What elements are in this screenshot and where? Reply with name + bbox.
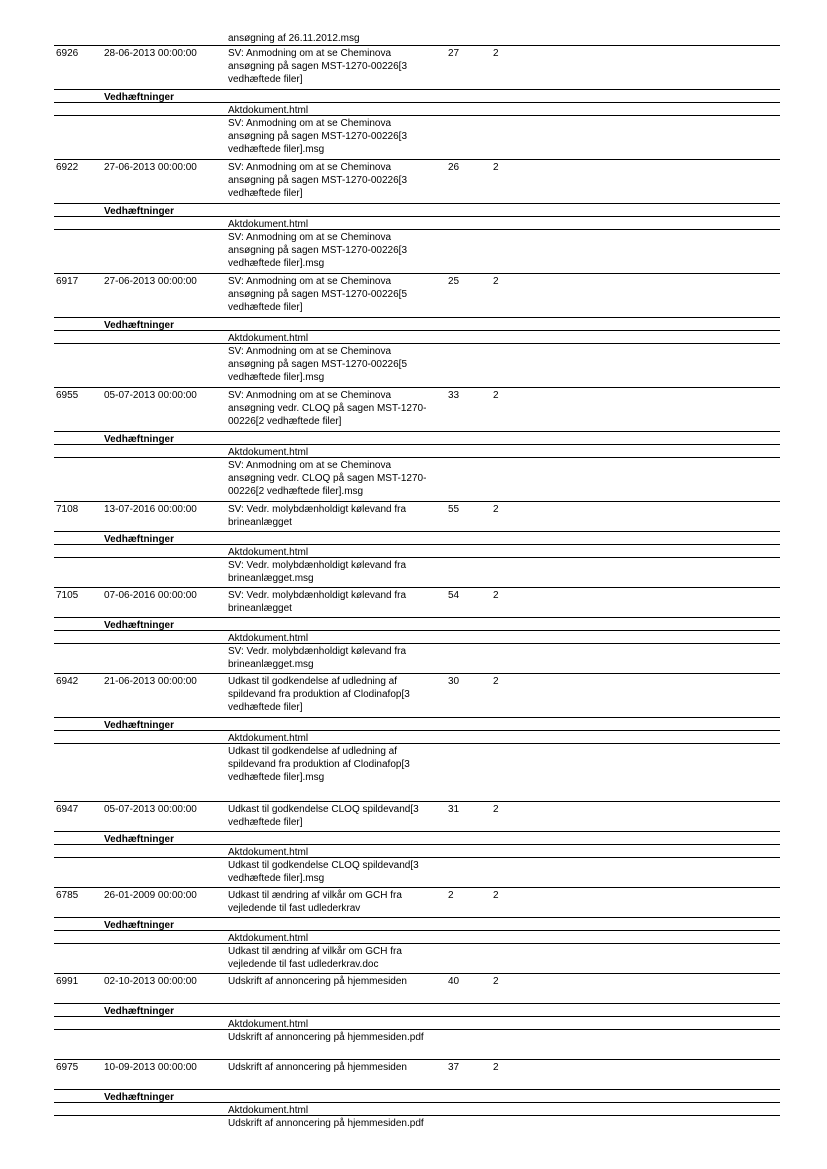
attachment-row: [54, 445, 780, 458]
attachment-count: 2: [493, 390, 499, 401]
document-id: 6991: [56, 976, 79, 987]
attachment-filename: SV: Vedr. molybdænholdigt kølevand fra brineanlægget.msg: [228, 646, 407, 671]
document-date: 28-06-2013 00:00:00: [104, 48, 197, 59]
attachment-row: [54, 331, 780, 344]
document-number: 54: [448, 590, 460, 601]
attachments-header-row: [54, 90, 780, 103]
attachments-label: Vedhæftninger: [104, 1092, 175, 1103]
document-row: [54, 1060, 780, 1090]
document-row: [54, 388, 780, 432]
attachment-filename: Aktdokument.html: [228, 547, 309, 558]
attachment-row: [54, 103, 780, 116]
document-date: 13-07-2016 00:00:00: [104, 504, 197, 515]
attachment-count: 2: [493, 676, 499, 687]
document-title: Udskrift af annoncering på hjemmesiden: [228, 976, 407, 987]
document-number: 40: [448, 976, 460, 987]
document-table: [54, 30, 780, 1132]
attachment-count: 2: [493, 1062, 499, 1073]
document-row: [54, 674, 780, 718]
attachment-filename: Aktdokument.html: [228, 333, 309, 344]
attachment-filename: Aktdokument.html: [228, 733, 309, 744]
attachment-row: [54, 1103, 780, 1116]
document-title: Udkast til godkendelse CLOQ spildevand[3 vedhæftede filer]: [228, 804, 419, 829]
attachment-filename: Udkast til godkendelse CLOQ spildevand[3 vedhæftede filer].msg: [228, 860, 419, 885]
attachments-label: Vedhæftninger: [104, 720, 175, 731]
attachment-filename: Aktdokument.html: [228, 633, 309, 644]
document-id: 6922: [56, 162, 79, 173]
attachment-filename: Udskrift af annoncering på hjemmesiden.pdf: [228, 1118, 424, 1129]
attachment-row: [54, 116, 780, 160]
attachments-label: Vedhæftninger: [104, 620, 175, 631]
document-title: Udkast til ændring af vilkår om GCH fra vejledende til fast udlederkrav: [228, 890, 402, 915]
attachment-filename: Aktdokument.html: [228, 1105, 309, 1116]
document-id: 6947: [56, 804, 79, 815]
attachment-filename: Aktdokument.html: [228, 847, 309, 858]
document-date: 07-06-2016 00:00:00: [104, 590, 197, 601]
document-id: 6785: [56, 890, 79, 901]
attachments-label: Vedhæftninger: [104, 1006, 175, 1017]
attachments-header-row: [54, 832, 780, 845]
document-id: 7105: [56, 590, 79, 601]
document-date: 27-06-2013 00:00:00: [104, 276, 197, 287]
document-title: SV: Anmodning om at se Cheminova ansøgning vedr. CLOQ på sagen MST-1270-00226[2 vedhæftede filer]: [228, 390, 427, 428]
attachment-row: [54, 731, 780, 744]
attachment-count: 2: [493, 976, 499, 987]
document-number: 31: [448, 804, 460, 815]
document-title: Udkast til godkendelse af udledning af spildevand fra produktion af Clodinafop[3 vedhæftede filer]: [228, 676, 410, 714]
attachments-header-row: [54, 204, 780, 217]
document-id: 6942: [56, 676, 79, 687]
attachment-filename: Udskrift af annoncering på hjemmesiden.pdf: [228, 1032, 424, 1043]
document-title: SV: Vedr. molybdænholdigt kølevand fra brineanlægget: [228, 504, 407, 529]
document-date: 05-07-2013 00:00:00: [104, 390, 197, 401]
document-row: [54, 588, 780, 618]
attachments-header-row: [54, 432, 780, 445]
attachment-count: 2: [493, 162, 499, 173]
document-row: [54, 46, 780, 90]
attachments-label: Vedhæftninger: [104, 92, 175, 103]
document-date: 10-09-2013 00:00:00: [104, 1062, 197, 1073]
attachment-filename: Aktdokument.html: [228, 933, 309, 944]
attachment-filename: Aktdokument.html: [228, 219, 309, 230]
document-number: 55: [448, 504, 460, 515]
document-id: 6955: [56, 390, 79, 401]
document-number: 25: [448, 276, 460, 287]
attachment-row: [54, 1116, 780, 1132]
document-number: 26: [448, 162, 460, 173]
document-number: 2: [448, 890, 454, 901]
attachments-header-row: [54, 618, 780, 631]
attachment-count: 2: [493, 590, 499, 601]
attachment-row: [54, 545, 780, 558]
document-id: 6975: [56, 1062, 79, 1073]
attachment-row: [54, 344, 780, 388]
attachments-header-row: [54, 532, 780, 545]
document-title: SV: Vedr. molybdænholdigt kølevand fra brineanlægget: [228, 590, 407, 615]
attachment-count: 2: [493, 804, 499, 815]
attachment-row: [54, 858, 780, 888]
document-title: SV: Anmodning om at se Cheminova ansøgning på sagen MST-1270-00226[3 vedhæftede filer]: [228, 162, 408, 200]
attachments-label: Vedhæftninger: [104, 920, 175, 931]
document-title: SV: Anmodning om at se Cheminova ansøgning på sagen MST-1270-00226[5 vedhæftede filer]: [228, 276, 408, 314]
document-date: 21-06-2013 00:00:00: [104, 676, 197, 687]
attachment-fragment-row: [54, 30, 780, 46]
attachment-count: 2: [493, 48, 499, 59]
attachment-row: [54, 458, 780, 502]
document-number: 30: [448, 676, 460, 687]
document-date: 05-07-2013 00:00:00: [104, 804, 197, 815]
attachment-row: [54, 631, 780, 644]
attachment-row: [54, 845, 780, 858]
attachment-filename: SV: Vedr. molybdænholdigt kølevand fra brineanlægget.msg: [228, 560, 407, 585]
attachment-row: [54, 558, 780, 588]
attachments-header-row: [54, 918, 780, 931]
attachment-filename: SV: Anmodning om at se Cheminova ansøgning på sagen MST-1270-00226[3 vedhæftede filer].msg: [228, 232, 408, 270]
document-row: [54, 974, 780, 1004]
attachments-label: Vedhæftninger: [104, 434, 175, 445]
document-title: SV: Anmodning om at se Cheminova ansøgning på sagen MST-1270-00226[3 vedhæftede filer]: [228, 48, 408, 86]
document-date: 27-06-2013 00:00:00: [104, 162, 197, 173]
document-date: 26-01-2009 00:00:00: [104, 890, 197, 901]
attachments-label: Vedhæftninger: [104, 320, 175, 331]
attachments-header-row: [54, 318, 780, 331]
attachment-row: [54, 644, 780, 674]
attachment-filename: Aktdokument.html: [228, 1019, 309, 1030]
attachments-label: Vedhæftninger: [104, 206, 175, 217]
attachments-header-row: [54, 1004, 780, 1017]
attachment-row: [54, 931, 780, 944]
attachment-filename: Aktdokument.html: [228, 447, 309, 458]
document-row: [54, 502, 780, 532]
attachment-filename: SV: Anmodning om at se Cheminova ansøgning på sagen MST-1270-00226[3 vedhæftede filer].msg: [228, 118, 408, 156]
attachment-row: [54, 1030, 780, 1060]
attachment-row: [54, 217, 780, 230]
attachments-header-row: [54, 1090, 780, 1103]
attachment-filename: SV: Anmodning om at se Cheminova ansøgning vedr. CLOQ på sagen MST-1270-00226[2 vedhæftede filer].msg: [228, 460, 427, 498]
attachment-count: 2: [493, 890, 499, 901]
document-row: [54, 802, 780, 832]
document-title: Udskrift af annoncering på hjemmesiden: [228, 1062, 407, 1073]
attachment-row: [54, 1017, 780, 1030]
attachment-count: 2: [493, 504, 499, 515]
document-number: 33: [448, 390, 460, 401]
document-row: [54, 274, 780, 318]
document-id: 7108: [56, 504, 79, 515]
document-id: 6926: [56, 48, 79, 59]
document-number: 27: [448, 48, 460, 59]
document-number: 37: [448, 1062, 460, 1073]
attachment-filename: Udkast til godkendelse af udledning af spildevand fra produktion af Clodinafop[3 vedhæftede filer].msg: [228, 746, 410, 784]
attachment-count: 2: [493, 276, 499, 287]
attachment-filename: Aktdokument.html: [228, 105, 309, 116]
attachments-label: Vedhæftninger: [104, 534, 175, 545]
document-id: 6917: [56, 276, 79, 287]
attachment-filename: ansøgning af 26.11.2012.msg: [228, 33, 360, 44]
attachment-row: [54, 944, 780, 974]
attachment-row: [54, 744, 780, 802]
attachments-header-row: [54, 718, 780, 731]
document-row: [54, 160, 780, 204]
attachment-filename: SV: Anmodning om at se Cheminova ansøgning på sagen MST-1270-00226[5 vedhæftede filer].msg: [228, 346, 408, 384]
document-row: [54, 888, 780, 918]
attachments-label: Vedhæftninger: [104, 834, 175, 845]
attachment-filename: Udkast til ændring af vilkår om GCH fra vejledende til fast udlederkrav.doc: [228, 946, 402, 971]
attachment-row: [54, 230, 780, 274]
document-date: 02-10-2013 00:00:00: [104, 976, 197, 987]
